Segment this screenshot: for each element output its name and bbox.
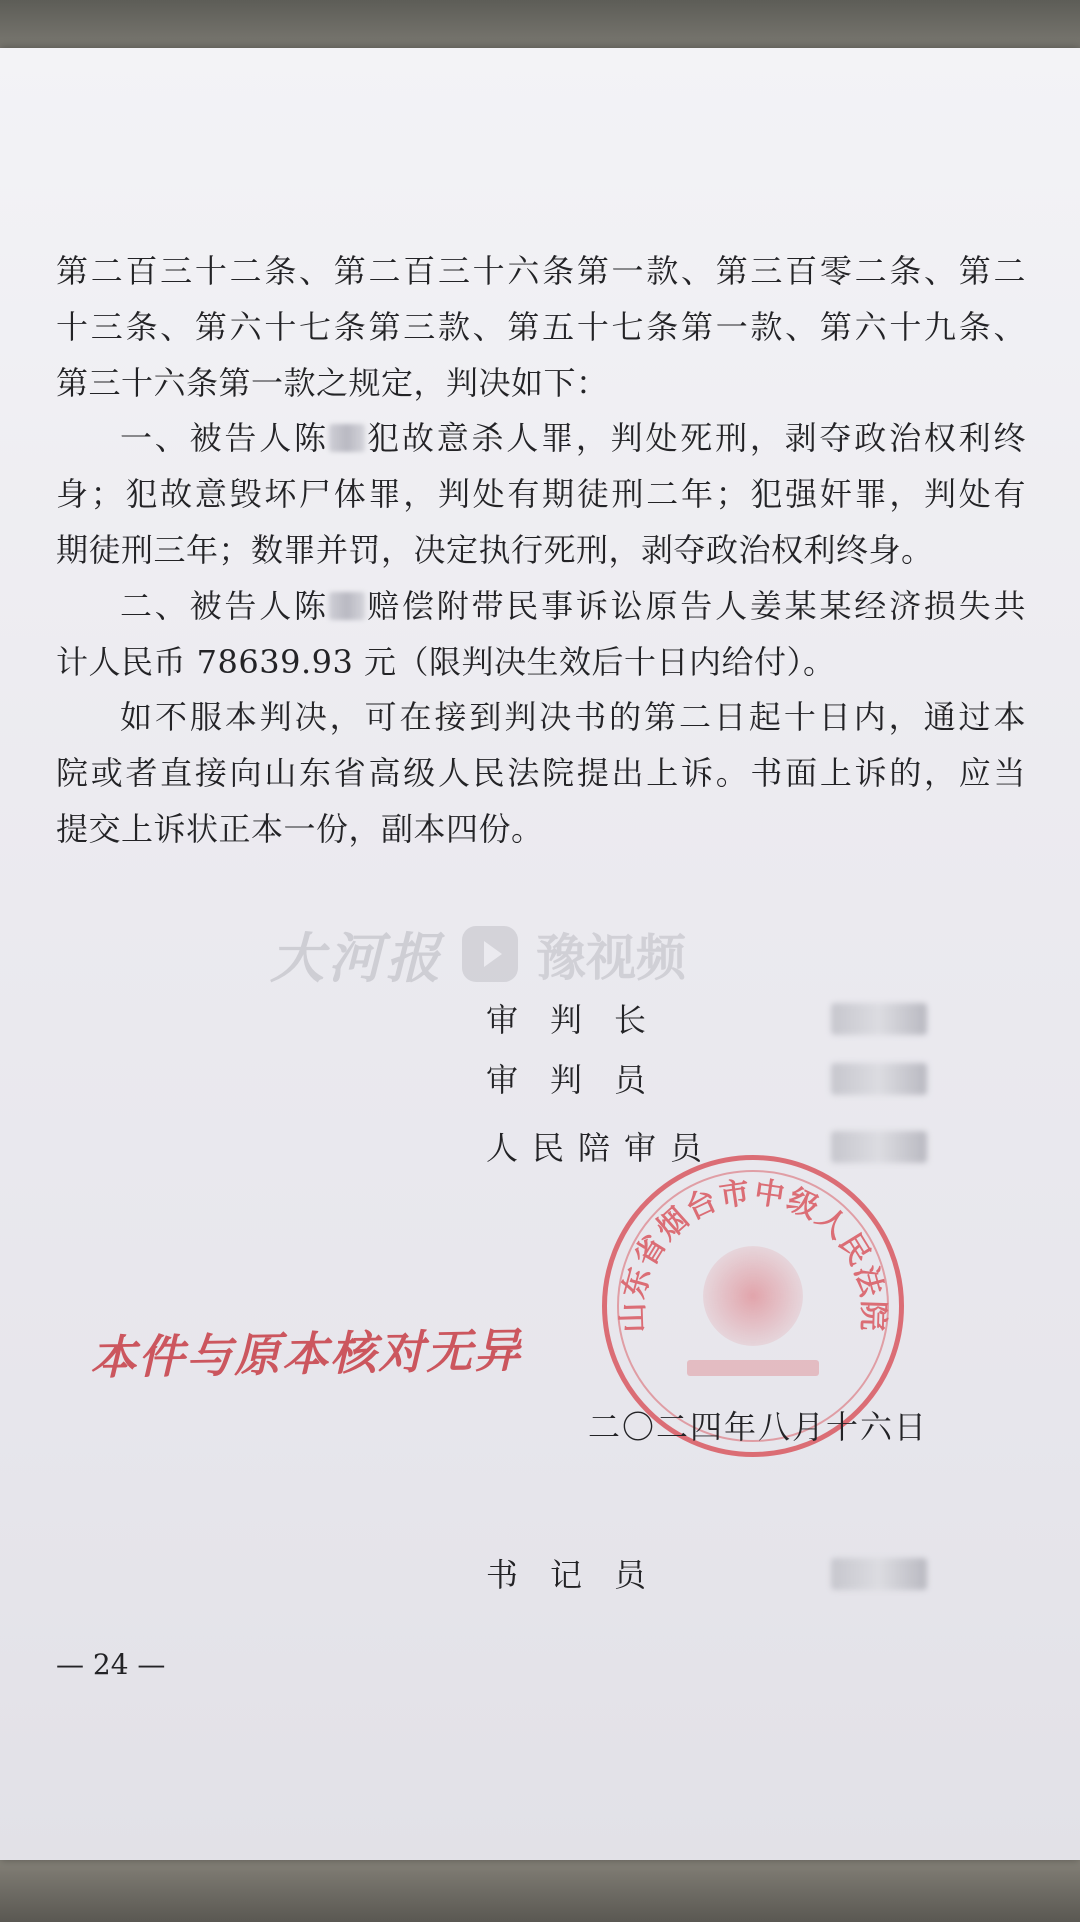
signature-presiding-judge bbox=[486, 995, 966, 1045]
redacted-name bbox=[831, 1558, 927, 1590]
role-label: 审 判 长 bbox=[486, 1001, 647, 1039]
body-line: 第二百三十二条、第二百三十六条第一款、第三百零二条、第二 bbox=[56, 252, 1026, 290]
redacted-name bbox=[329, 592, 365, 620]
appeal-line: 提交上诉状正本一份，副本四份。 bbox=[56, 809, 544, 848]
play-icon bbox=[462, 926, 518, 982]
redacted-name bbox=[831, 1131, 927, 1163]
verdict-two-line2: 计人民币 78639.93 元（限判决生效后十日内给付）。 bbox=[56, 642, 836, 681]
verdict-one-suffix: 犯故意杀人罪，判处死刑，剥夺政治权利终 bbox=[364, 419, 1026, 458]
redacted-name bbox=[831, 1063, 927, 1095]
verdict-two-prefix: 二、被告人陈 bbox=[120, 586, 329, 625]
verdict-one-line3: 期徒刑三年；数罪并罚，决定执行死刑，剥夺政治权利终身。 bbox=[56, 530, 934, 569]
appeal-line: 院或者直接向山东省高级人民法院提出上诉。书面上诉的，应当 bbox=[56, 754, 1026, 793]
verdict-one-prefix: 一、被告人陈 bbox=[120, 419, 329, 458]
judgment-body bbox=[56, 244, 1026, 858]
redacted-name bbox=[831, 1003, 927, 1035]
watermark bbox=[270, 914, 686, 994]
verdict-two bbox=[56, 579, 1026, 635]
signature-judge bbox=[486, 1055, 966, 1105]
watermark-brand: 大河报 bbox=[270, 925, 444, 990]
role-label: 审 判 员 bbox=[486, 1061, 647, 1099]
page-number: — 24 — bbox=[56, 1648, 166, 1681]
signature-clerk bbox=[486, 1550, 966, 1600]
verdict-one-line2: 身；犯故意毁坏尸体罪，判处有期徒刑二年；犯强奸罪，判处有 bbox=[56, 475, 1026, 514]
body-line: 十三条、第六十七条第三款、第五十七条第一款、第六十九条、 bbox=[56, 307, 1026, 346]
role-label: 人民陪审员 bbox=[486, 1129, 717, 1167]
judgment-date: 二〇二四年八月十六日 bbox=[588, 1408, 929, 1446]
watermark-video: 豫视频 bbox=[536, 929, 686, 987]
role-label: 书 记 员 bbox=[486, 1556, 647, 1594]
seal-text: 山东省烟台市中级人民法院 bbox=[615, 1174, 891, 1334]
verdict-one bbox=[56, 411, 1026, 467]
body-line: 第三十六条第一款之规定，判决如下： bbox=[56, 363, 609, 402]
svg-text:山东省烟台市中级人民法院 bbox=[616, 1175, 891, 1333]
certification-stamp: 本件与原本核对无异 bbox=[89, 1323, 523, 1385]
verdict-two-suffix: 赔偿附带民事诉讼原告人姜某某经济损失共 bbox=[364, 586, 1026, 625]
background-bottom bbox=[0, 1852, 1080, 1922]
redacted-name bbox=[329, 424, 365, 452]
appeal-line: 如不服本判决，可在接到判决书的第二日起十日内，通过本 bbox=[120, 698, 1026, 737]
